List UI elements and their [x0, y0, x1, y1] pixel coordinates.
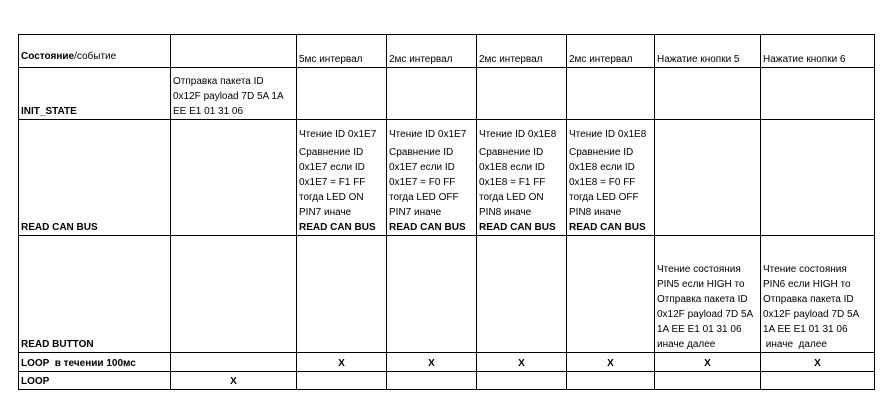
- can-compare-line: тогда LED ON: [299, 192, 364, 203]
- transition-mark: X: [387, 353, 477, 372]
- init-action-line-1: Отправка пакета ID: [173, 76, 264, 87]
- empty-cell: [387, 236, 477, 353]
- row-label-loop: LOOP: [19, 372, 171, 390]
- init-action-line-2: 0x12F payload 7D 5A 1A: [173, 91, 284, 102]
- can-compare-line: 0x1E7 = F1 FF: [299, 177, 366, 188]
- empty-cell: [297, 236, 387, 353]
- empty-cell: [761, 120, 875, 236]
- transition-mark: X: [477, 353, 567, 372]
- row-label-loop-100ms: LOOP в течении 100мс: [19, 353, 171, 372]
- empty-cell: [387, 68, 477, 120]
- can-compare-line: 0x1E7 = F0 FF: [389, 177, 456, 188]
- header-col-4: 2мс интервал: [567, 35, 655, 68]
- can-compare-line: PIN8 иначе: [569, 207, 622, 218]
- empty-cell: [297, 68, 387, 120]
- transition-mark: [477, 372, 567, 390]
- can-compare-line: 0x1E8 если ID: [479, 162, 545, 173]
- init-action-line-3: EE E1 01 31 06: [173, 106, 244, 117]
- transition-mark: X: [297, 353, 387, 372]
- can-compare-line: 0x1E7 если ID: [299, 162, 365, 173]
- init-state-action: [171, 68, 297, 120]
- can-compare-line: Сравнение ID: [569, 147, 634, 158]
- button-6-action: [761, 236, 875, 353]
- transition-mark: X: [655, 353, 761, 372]
- btn6-line: Отправка пакета ID: [763, 294, 854, 305]
- transition-mark: X: [761, 353, 875, 372]
- transition-mark: [761, 372, 875, 390]
- can-compare-line: PIN7 иначе: [389, 207, 442, 218]
- btn6-line: Чтение состояния: [763, 264, 847, 275]
- can-cell-1: [297, 120, 387, 236]
- state-transition-table: [18, 34, 875, 390]
- can-next-state: READ CAN BUS: [479, 222, 556, 233]
- transition-mark: X: [171, 372, 297, 390]
- transition-mark: [171, 353, 297, 372]
- btn6-line: 0x12F payload 7D 5A: [763, 309, 860, 320]
- can-read-line: Чтение ID 0x1E8: [479, 129, 557, 140]
- row-label-init-state: INIT_STATE: [19, 68, 171, 120]
- table-row-loop-100ms: [19, 353, 875, 372]
- can-next-state: READ CAN BUS: [299, 222, 376, 233]
- can-compare-line: тогда LED ON: [479, 192, 544, 203]
- can-read-line: Чтение ID 0x1E8: [569, 129, 647, 140]
- header-col-2: 2мс интервал: [387, 35, 477, 68]
- row-label-read-button: READ BUTTON: [19, 236, 171, 353]
- can-cell-4: [567, 120, 655, 236]
- empty-cell: [655, 68, 761, 120]
- can-compare-line: PIN7 иначе: [299, 207, 352, 218]
- can-cell-2: [387, 120, 477, 236]
- btn5-line: 0x12F payload 7D 5A: [657, 309, 754, 320]
- table-row-loop: [19, 372, 875, 390]
- btn6-line: PIN6 если HIGH то: [763, 279, 851, 290]
- table-header-row: [19, 35, 875, 68]
- can-read-line: Чтение ID 0x1E7: [389, 129, 467, 140]
- btn6-line: 1A EE E1 01 31 06: [763, 324, 848, 335]
- btn6-line: иначе далее: [763, 339, 827, 350]
- transition-mark: [655, 372, 761, 390]
- empty-cell: [171, 236, 297, 353]
- can-read-line: Чтение ID 0x1E7: [299, 129, 377, 140]
- can-cell-3: [477, 120, 567, 236]
- can-compare-line: тогда LED OFF: [569, 192, 639, 203]
- header-state-event: [19, 35, 171, 68]
- can-next-state: READ CAN BUS: [389, 222, 466, 233]
- row-label-read-can-bus: READ CAN BUS: [19, 120, 171, 236]
- header-state-label: Состояние: [21, 51, 75, 62]
- can-compare-line: 0x1E8 = F0 FF: [569, 177, 636, 188]
- empty-cell: [567, 236, 655, 353]
- btn5-line: PIN5 если HIGH то: [657, 279, 745, 290]
- button-5-action: [655, 236, 761, 353]
- btn5-line: Отправка пакета ID: [657, 294, 748, 305]
- empty-cell: [477, 68, 567, 120]
- can-compare-line: Сравнение ID: [389, 147, 454, 158]
- header-col-3: 2мс интервал: [477, 35, 567, 68]
- empty-cell: [171, 120, 297, 236]
- transition-mark: [387, 372, 477, 390]
- can-compare-line: тогда LED OFF: [389, 192, 459, 203]
- header-action-cell: [171, 35, 297, 68]
- table-row-init-state: [19, 68, 875, 120]
- header-event-label: /событие: [74, 51, 117, 62]
- header-col-1: 5мс интервал: [297, 35, 387, 68]
- can-next-state: READ CAN BUS: [569, 222, 646, 233]
- can-compare-line: 0x1E7 если ID: [389, 162, 455, 173]
- btn5-line: Чтение состояния: [657, 264, 741, 275]
- btn5-line: иначе далее: [657, 339, 716, 350]
- empty-cell: [477, 236, 567, 353]
- transition-mark: [567, 372, 655, 390]
- can-compare-line: Сравнение ID: [479, 147, 544, 158]
- table-row-read-button: [19, 236, 875, 353]
- can-compare-line: 0x1E8 если ID: [569, 162, 635, 173]
- transition-mark: X: [567, 353, 655, 372]
- transition-mark: [297, 372, 387, 390]
- table-row-read-can-bus: [19, 120, 875, 236]
- empty-cell: [761, 68, 875, 120]
- can-compare-line: 0x1E8 = F1 FF: [479, 177, 546, 188]
- empty-cell: [567, 68, 655, 120]
- btn5-line: 1A EE E1 01 31 06: [657, 324, 742, 335]
- empty-cell: [655, 120, 761, 236]
- can-compare-line: PIN8 иначе: [479, 207, 532, 218]
- can-compare-line: Сравнение ID: [299, 147, 364, 158]
- header-col-5: Нажатие кнопки 5: [655, 35, 761, 68]
- header-col-6: Нажатие кнопки 6: [761, 35, 875, 68]
